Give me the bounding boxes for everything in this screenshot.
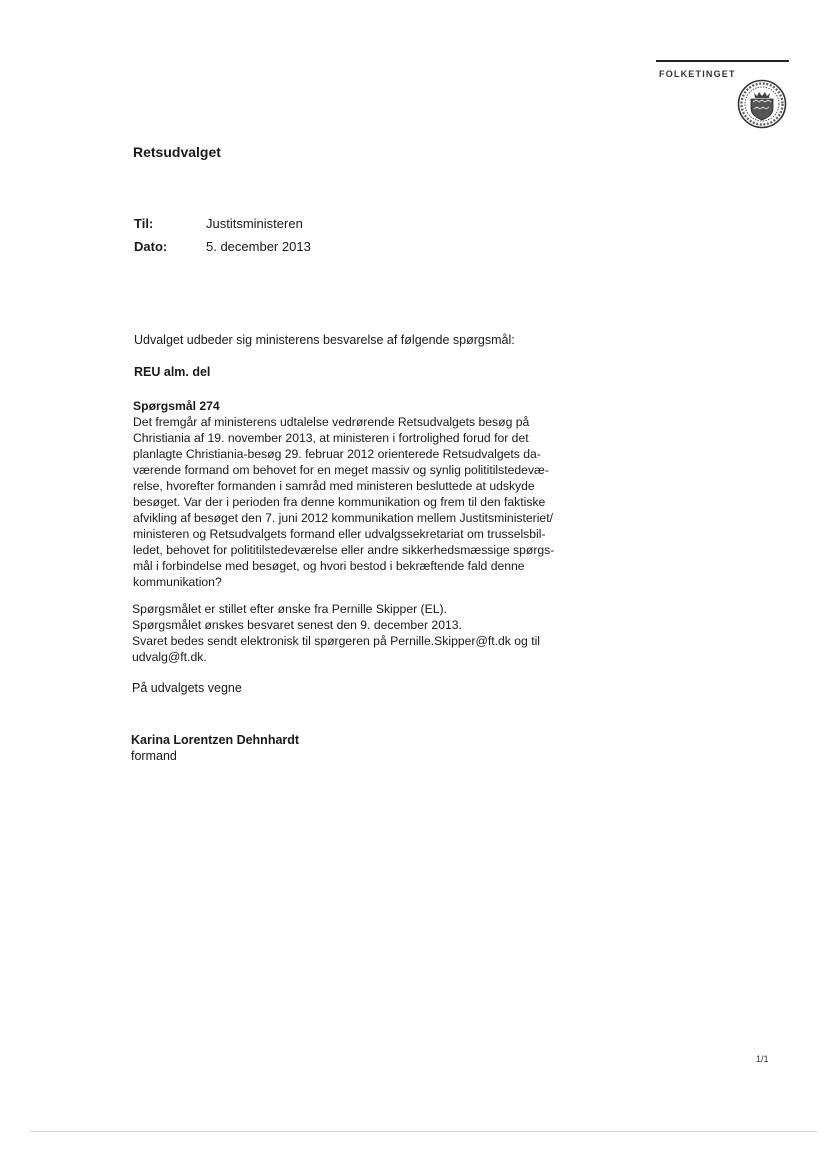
question-line: værende formand om behovet for en meget massiv og synlig polititilstedevæ- <box>133 463 549 477</box>
question-block <box>133 398 593 590</box>
note-line: Spørgsmålet ønskes besvaret senest den 9. december 2013. <box>132 618 462 632</box>
recipient-value: Justitsministeren <box>206 216 303 231</box>
question-line: planlagte Christiania-besøg 29. februar 2012 orienterede Retsudvalgets da- <box>133 447 541 461</box>
notes-block <box>132 601 540 665</box>
reference-heading: REU alm. del <box>134 365 211 379</box>
folketinget-seal-icon <box>737 79 787 129</box>
question-line: ministeren og Retsudvalgets formand eller udvalgssekretariat om trusselsbil- <box>133 527 546 541</box>
footer-rule <box>30 1131 817 1132</box>
question-line: besøget. Var der i perioden fra denne kommunikation og frem til den faktiske <box>133 495 546 509</box>
question-line: Christiania af 19. november 2013, at ministeren i fortrolighed forud for det <box>133 431 529 445</box>
note-line: Spørgsmålet er stillet efter ønske fra Pernille Skipper (EL). <box>132 602 447 616</box>
question-line: kommunikation? <box>133 575 222 589</box>
date-label: Dato: <box>134 239 168 254</box>
question-title: Spørgsmål 274 <box>133 399 220 413</box>
question-line: afvikling af besøget den 7. juni 2012 kommunikation mellem Justitsministeriet/ <box>133 511 553 525</box>
recipient-label: Til: <box>134 216 154 231</box>
page-number: 1/1 <box>756 1054 769 1064</box>
header-rule <box>656 60 789 62</box>
intro-text: Udvalget udbeder sig ministerens besvarelse af følgende spørgsmål: <box>134 333 515 347</box>
signature-block <box>131 732 299 764</box>
recipient-row <box>134 216 303 231</box>
question-line: mål i forbindelse med besøget, og hvori bestod i bekræftende fald denne <box>133 559 525 573</box>
note-line: udvalg@ft.dk. <box>132 650 207 664</box>
question-line: ledet, behovet for polititilstedeværelse eller andre sikkerhedsmæssige spørgs- <box>133 543 555 557</box>
note-line: Svaret bedes sendt elektronisk til spørgeren på Pernille.Skipper@ft.dk og til <box>132 634 540 648</box>
question-line: Det fremgår af ministerens udtalelse vedrørende Retsudvalgets besøg på <box>133 415 530 429</box>
closing-text: På udvalgets vegne <box>132 681 242 695</box>
signer-name: Karina Lorentzen Dehnhardt <box>131 733 300 747</box>
date-value: 5. december 2013 <box>206 239 311 254</box>
committee-name: Retsudvalget <box>133 144 221 160</box>
signer-title: formand <box>131 749 177 763</box>
organization-name: FOLKETINGET <box>659 69 736 79</box>
question-line: relse, hvorefter formanden i samråd med ministeren besluttede at udskyde <box>133 479 535 493</box>
date-row <box>134 239 311 254</box>
